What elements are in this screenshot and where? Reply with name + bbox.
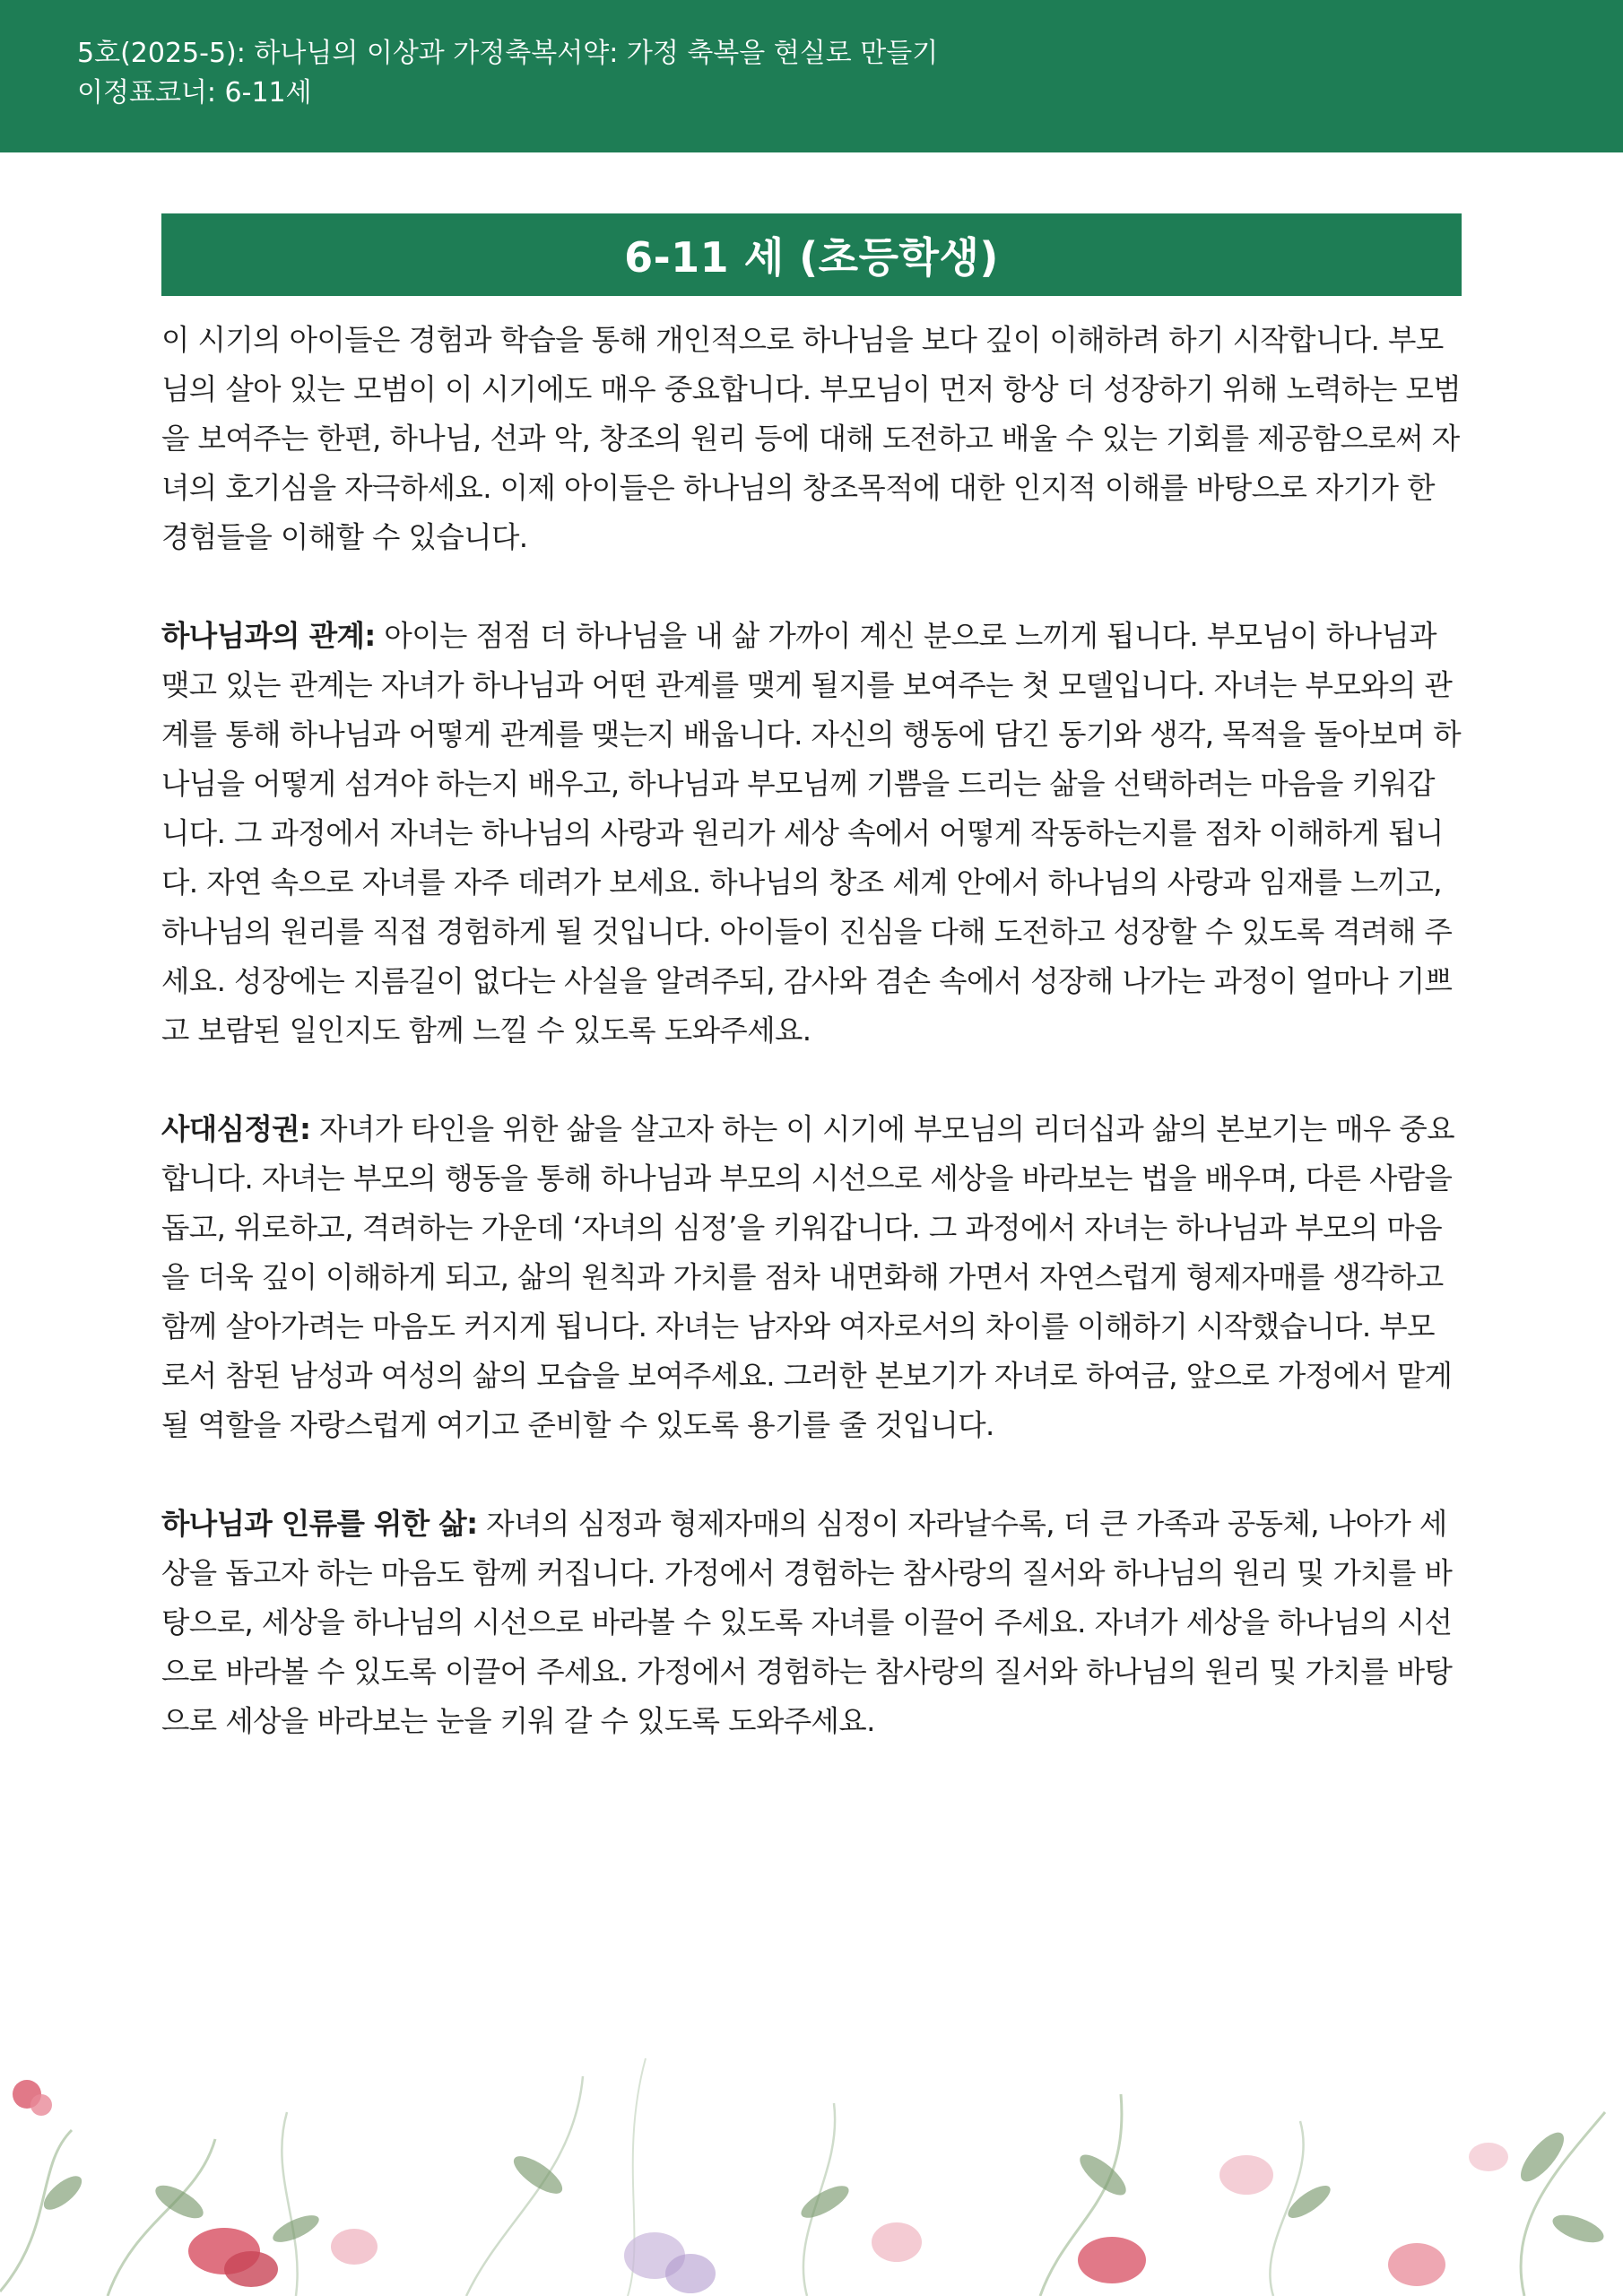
article-body — [161, 316, 1462, 1746]
top-banner — [0, 0, 1623, 152]
floral-border-icon — [0, 2022, 1623, 2296]
relationship-with-god-heading: 하나님과의 관계: — [161, 619, 376, 653]
intro-paragraph: 이 시기의 아이들은 경험과 학습을 통해 개인적으로 하나님을 보다 깊이 이해하려 하기 시작합니다. 부모님의 살아 있는 모범이 이 시기에도 매우 중요합니다. 부모님이 먼저 항상 더 성장하기 위해 노력하는 모범을 보여주는 한편, 하나님, 선과 악, 창조의 원리 등에 대해 도전하고 배울 수 있는 기회를 제공함으로써 자녀의 호기심을 자극하세요. 이제 아이들은 하나님의 창조목적에 대한 인지적 이해를 바탕으로 자기가 한 경험들을 이해할 수 있습니다. — [161, 323, 1462, 554]
section-title-bar — [161, 213, 1462, 296]
section-title: 6-11 세 (초등학생) — [624, 233, 999, 282]
relationship-with-god-text: 아이는 점점 더 하나님을 내 삶 가까이 계신 분으로 느끼게 됩니다. 부모님이 하나님과 맺고 있는 관계는 자녀가 하나님과 어떤 관계를 맺게 될지를 보여주는 첫 모델입니다. 자녀는 부모와의 관계를 통해 하나님과 어떻게 관계를 맺는지 배웁니다. 자신의 행동에 담긴 동기와 생각, 목적을 돌아보며 하나님을 어떻게 섬겨야 하는지 배우고, 하나님과 부모님께 기쁨을 드리는 삶을 선택하려는 마음을 키워갑니다. 그 과정에서 자녀는 하나님의 사랑과 원리가 세상 속에서 어떻게 작동하는지를 점차 이해하게 됩니다. 자연 속으로 자녀를 자주 데려가 보세요. 하나님의 창조 세계 안에서 하나님의 사랑과 임재를 느끼고, 하나님의 원리를 직접 경험하게 될 것입니다. 아이들이 진심을 다해 도전하고 성장할 수 있도록 격려해 주세요. 성장에는 지름길이 없다는 사실을 알려주되, 감사와 겸손 속에서 성장해 나가는 과정이 얼마나 기쁘고 보람된 일인지도 함께 느낄 수 있도록 도와주세요. — [161, 619, 1462, 1048]
four-realms-of-heart-paragraph — [161, 1105, 1462, 1450]
four-realms-of-heart-heading: 사대심정권: — [161, 1112, 311, 1146]
relationship-with-god-paragraph — [161, 612, 1462, 1056]
milestone-corner-label: 이정표코너: 6-11세 — [77, 77, 312, 109]
life-for-god-and-humanity-text: 자녀의 심정과 형제자매의 심정이 자라날수록, 더 큰 가족과 공동체, 나아가 세상을 돕고자 하는 마음도 함께 커집니다. 가정에서 경험하는 참사랑의 질서와 하나님의 원리 및 가치를 바탕으로, 세상을 하나님의 시선으로 바라볼 수 있도록 자녀를 이끌어 주세요. 자녀가 세상을 하나님의 시선으로 바라볼 수 있도록 이끌어 주세요. 가정에서 경험하는 참사랑의 질서와 하나님의 원리 및 가치를 바탕으로 세상을 바라보는 눈을 키워 갈 수 있도록 도와주세요. — [161, 1507, 1453, 1738]
four-realms-of-heart-text: 자녀가 타인을 위한 삶을 살고자 하는 이 시기에 부모님의 리더십과 삶의 본보기는 매우 중요합니다. 자녀는 부모의 행동을 통해 하나님과 부모의 시선으로 세상을 바라보는 법을 배우며, 다른 사람을 돕고, 위로하고, 격려하는 가운데 ‘자녀의 심정’을 키워갑니다. 그 과정에서 자녀는 하나님과 부모의 마음을 더욱 깊이 이해하게 되고, 삶의 원칙과 가치를 점차 내면화해 가면서 자연스럽게 형제자매를 생각하고 함께 살아가려는 마음도 커지게 됩니다. 자녀는 남자와 여자로서의 차이를 이해하기 시작했습니다. 부모로서 참된 남성과 여성의 삶의 모습을 보여주세요. 그러한 본보기가 자녀로 하여금, 앞으로 가정에서 맡게 될 역할을 자랑스럽게 여기고 준비할 수 있도록 용기를 줄 것입니다. — [161, 1112, 1455, 1442]
issue-title: 5호(2025-5): 하나님의 이상과 가정축복서약: 가정 축복을 현실로 만들기 — [77, 38, 939, 69]
life-for-god-and-humanity-heading: 하나님과 인류를 위한 삶: — [161, 1507, 478, 1541]
life-for-god-and-humanity-paragraph — [161, 1500, 1462, 1746]
